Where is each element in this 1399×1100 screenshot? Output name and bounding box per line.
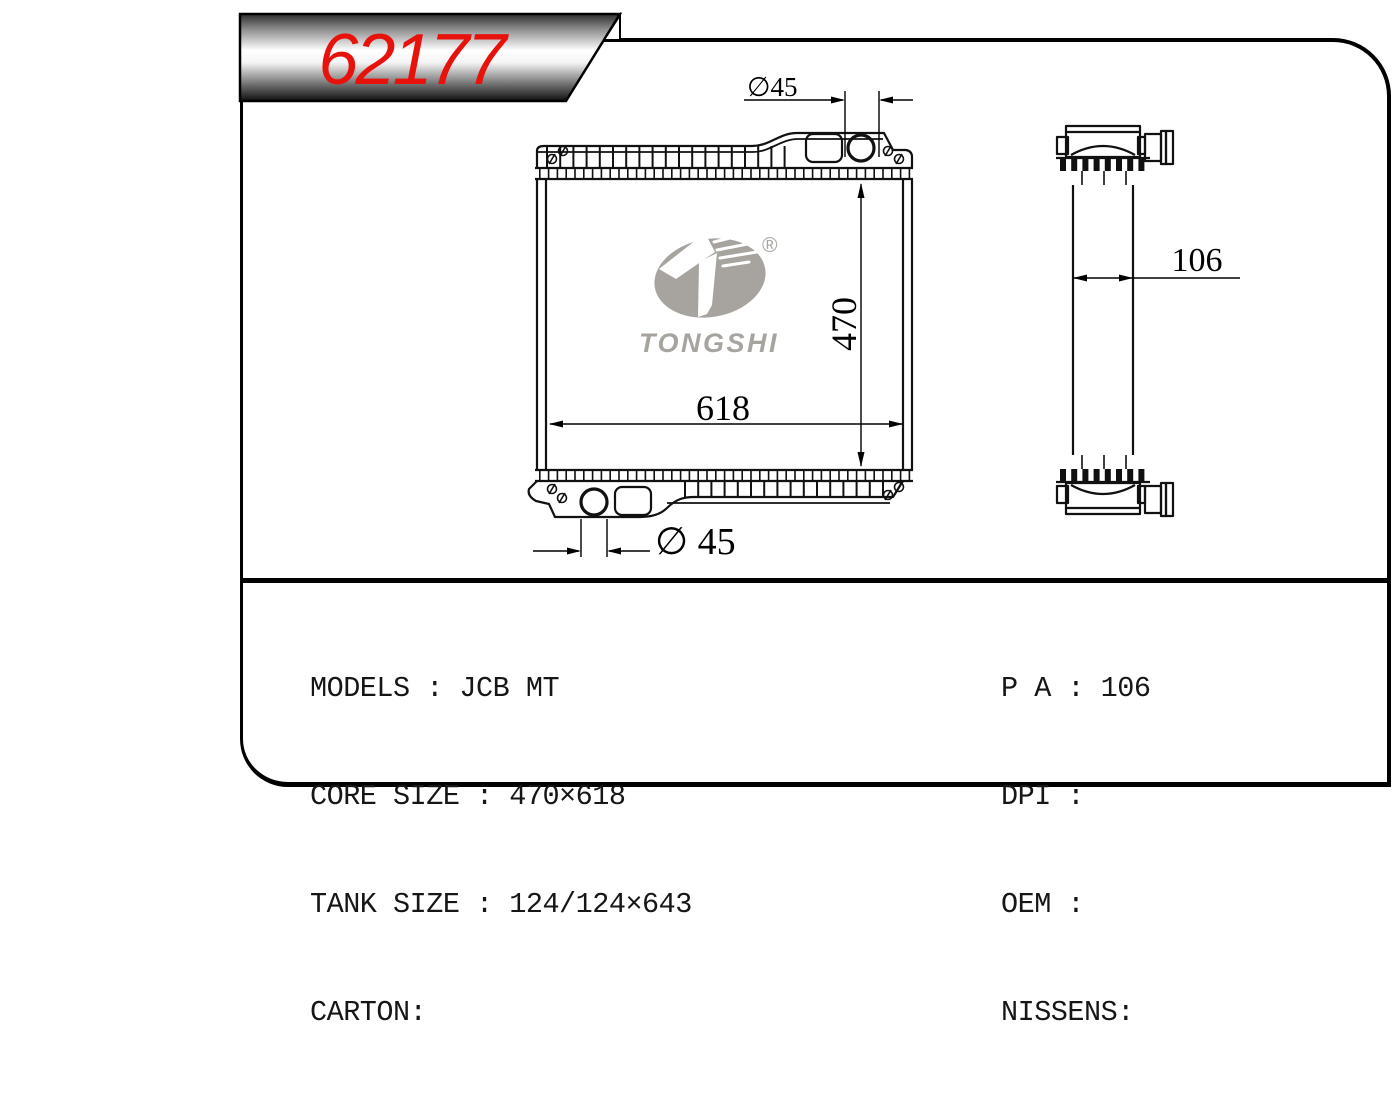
dim-bottom-port-diameter: ∅ 45 <box>655 521 736 563</box>
spec-carton: CARTON: <box>310 996 427 1029</box>
tongshi-logo <box>639 230 779 358</box>
dim-core-height: 470 <box>824 297 864 351</box>
spec-models: MODELS : JCB MT <box>310 672 560 705</box>
dim-core-depth: 106 <box>1171 242 1223 279</box>
dim-top-port-diameter: ∅45 <box>747 72 798 102</box>
bottom-port-circle <box>581 489 607 515</box>
drain-cap-outline <box>615 487 651 515</box>
registered-mark: ® <box>762 234 778 257</box>
spec-panel-right <box>1001 602 1150 1100</box>
radiator-side-view <box>1056 126 1173 516</box>
spec-core-size: CORE SIZE : 470×618 <box>310 780 626 813</box>
dim-core-width: 618 <box>696 388 750 428</box>
part-number: 62177 <box>318 20 504 100</box>
spec-oem: OEM : <box>1001 888 1085 921</box>
spec-tank-size: TANK SIZE : 124/124×643 <box>310 888 692 921</box>
spec-pa: P A : 106 <box>1001 672 1151 705</box>
part-number-banner <box>240 14 620 101</box>
logo-wordmark: TONGSHI <box>638 328 780 358</box>
spec-nissens: NISSENS: <box>1001 996 1134 1029</box>
spec-panel-left <box>310 602 692 1100</box>
spec-dpi: DPI : <box>1001 780 1085 813</box>
